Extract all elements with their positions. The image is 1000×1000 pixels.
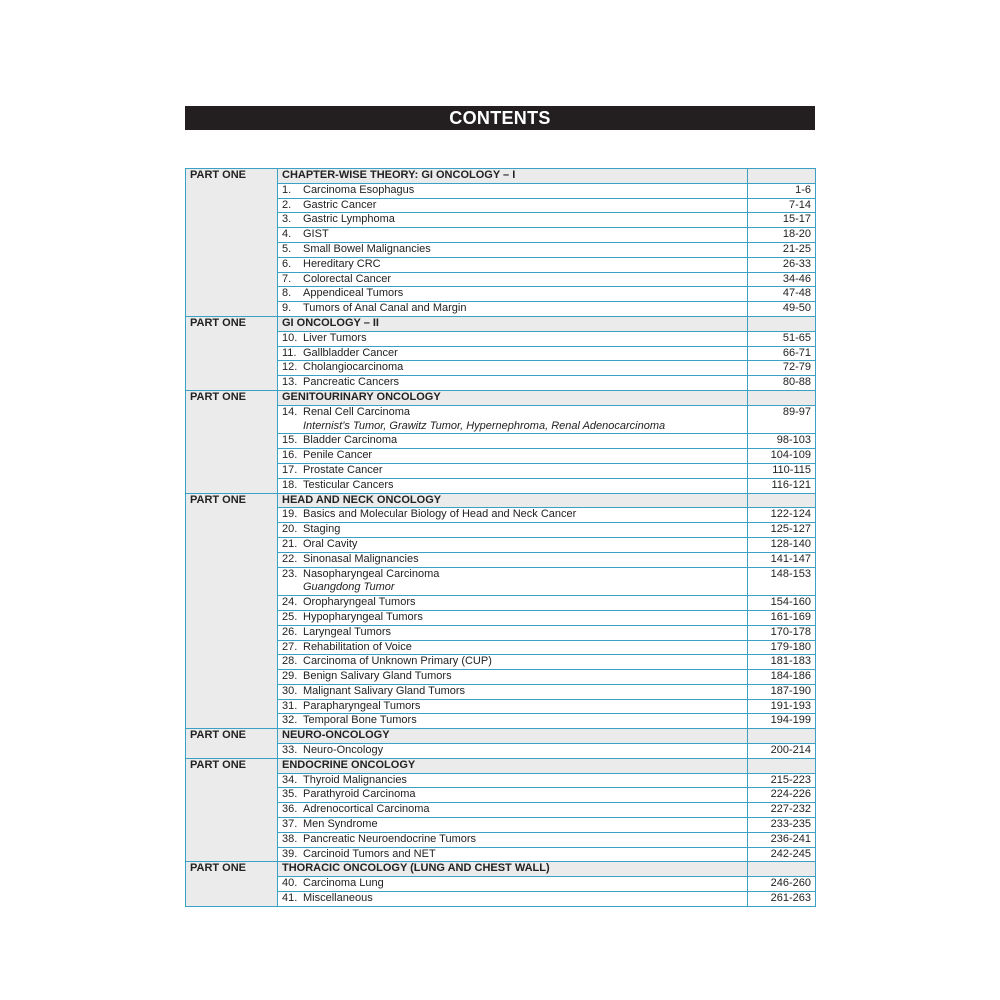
chapter-cell (278, 376, 748, 391)
chapter-row (186, 287, 816, 302)
chapter-pages: 179-180 (748, 640, 816, 655)
chapter-number: 24. (282, 596, 298, 609)
chapter-number: 6. (282, 257, 292, 270)
chapter-row (186, 213, 816, 228)
chapter-title: Oral Cavity (303, 537, 358, 550)
chapter-title: Neuro-Oncology (303, 744, 384, 757)
part-label: PART ONE (186, 862, 278, 906)
contents-table (185, 168, 816, 907)
section-title: HEAD AND NECK ONCOLOGY (278, 493, 748, 508)
chapter-number: 2. (282, 198, 292, 211)
chapter-title: Miscellaneous (303, 892, 373, 905)
part-section-row (186, 493, 816, 508)
chapter-pages: 236-241 (748, 832, 816, 847)
chapter-row (186, 640, 816, 655)
chapter-title: GIST (303, 228, 329, 241)
section-pages-blank (748, 390, 816, 405)
chapter-cell (278, 257, 748, 272)
chapter-cell (278, 610, 748, 625)
chapter-pages: 187-190 (748, 684, 816, 699)
chapter-row (186, 684, 816, 699)
chapter-number: 9. (282, 302, 292, 315)
part-label: PART ONE (186, 729, 278, 759)
chapter-title: Bladder Carcinoma (303, 434, 398, 447)
chapter-cell (278, 684, 748, 699)
chapter-row (186, 552, 816, 567)
chapter-title: Rehabilitation of Voice (303, 640, 412, 653)
chapter-pages: 242-245 (748, 847, 816, 862)
chapter-cell (278, 449, 748, 464)
section-title: CHAPTER-WISE THEORY: GI ONCOLOGY – I (278, 169, 748, 184)
chapter-pages: 128-140 (748, 537, 816, 552)
chapter-row (186, 183, 816, 198)
chapter-cell (278, 508, 748, 523)
chapter-pages: 141-147 (748, 552, 816, 567)
chapter-cell (278, 877, 748, 892)
chapter-title: Cholangiocarcinoma (303, 361, 404, 374)
chapter-pages: 80-88 (748, 376, 816, 391)
chapter-cell (278, 434, 748, 449)
chapter-row (186, 670, 816, 685)
chapter-row (186, 803, 816, 818)
chapter-number: 12. (282, 361, 298, 374)
chapter-pages: 154-160 (748, 596, 816, 611)
chapter-title: Prostate Cancer (303, 463, 383, 476)
chapter-pages: 116-121 (748, 478, 816, 493)
chapter-number: 10. (282, 331, 298, 344)
chapter-pages: 89-97 (748, 405, 816, 434)
chapter-row (186, 714, 816, 729)
chapter-row (186, 361, 816, 376)
chapter-cell (278, 198, 748, 213)
chapter-pages: 51-65 (748, 331, 816, 346)
chapter-number: 38. (282, 832, 298, 845)
chapter-pages: 191-193 (748, 699, 816, 714)
chapter-cell (278, 670, 748, 685)
chapter-row (186, 242, 816, 257)
chapter-row (186, 376, 816, 391)
chapter-number: 27. (282, 640, 298, 653)
chapter-row (186, 508, 816, 523)
chapter-cell (278, 537, 748, 552)
chapter-title: Penile Cancer (303, 449, 373, 462)
chapter-cell (278, 655, 748, 670)
chapter-row (186, 537, 816, 552)
chapter-number: 29. (282, 670, 298, 683)
chapter-pages: 66-71 (748, 346, 816, 361)
part-label: PART ONE (186, 316, 278, 390)
chapter-cell (278, 847, 748, 862)
chapter-number: 25. (282, 610, 298, 623)
chapter-row (186, 610, 816, 625)
chapter-pages: 1-6 (748, 183, 816, 198)
chapter-number: 39. (282, 847, 298, 860)
chapter-cell (278, 361, 748, 376)
part-label: PART ONE (186, 758, 278, 862)
section-title: ENDOCRINE ONCOLOGY (278, 758, 748, 773)
chapter-cell (278, 183, 748, 198)
chapter-cell (278, 892, 748, 907)
chapter-pages: 181-183 (748, 655, 816, 670)
chapter-number: 33. (282, 744, 298, 757)
chapter-title: Renal Cell Carcinoma (303, 405, 410, 418)
chapter-pages: 184-186 (748, 670, 816, 685)
chapter-number: 18. (282, 478, 298, 491)
chapter-number: 31. (282, 699, 298, 712)
chapter-title: Parathyroid Carcinoma (303, 788, 416, 801)
chapter-row (186, 331, 816, 346)
chapter-cell (278, 744, 748, 759)
section-pages-blank (748, 169, 816, 184)
section-pages-blank (748, 316, 816, 331)
chapter-number: 30. (282, 684, 298, 697)
chapter-row (186, 877, 816, 892)
chapter-number: 21. (282, 537, 298, 550)
chapter-row (186, 257, 816, 272)
chapter-number: 16. (282, 449, 298, 462)
chapter-row (186, 272, 816, 287)
chapter-title: Pancreatic Neuroendocrine Tumors (303, 832, 477, 845)
chapter-cell (278, 714, 748, 729)
chapter-pages: 246-260 (748, 877, 816, 892)
chapter-row (186, 744, 816, 759)
chapter-pages: 110-115 (748, 463, 816, 478)
section-pages-blank (748, 729, 816, 744)
chapter-number: 23. (282, 567, 298, 580)
chapter-title: Appendiceal Tumors (303, 287, 404, 300)
chapter-title: Tumors of Anal Canal and Margin (303, 302, 467, 315)
chapter-number: 20. (282, 523, 298, 536)
chapter-cell (278, 596, 748, 611)
chapter-row (186, 818, 816, 833)
chapter-cell (278, 302, 748, 317)
chapter-title: Hypopharyngeal Tumors (303, 610, 423, 623)
chapter-row (186, 228, 816, 243)
chapter-cell (278, 287, 748, 302)
chapter-title: Gastric Lymphoma (303, 213, 395, 226)
chapter-title: Staging (303, 523, 341, 536)
chapter-title: Malignant Salivary Gland Tumors (303, 684, 466, 697)
chapter-cell (278, 272, 748, 287)
chapter-row (186, 773, 816, 788)
part-section-row (186, 729, 816, 744)
chapter-cell (278, 625, 748, 640)
chapter-pages: 233-235 (748, 818, 816, 833)
chapter-number: 15. (282, 434, 298, 447)
chapter-number: 41. (282, 892, 298, 905)
chapter-row (186, 625, 816, 640)
chapter-number: 22. (282, 552, 298, 565)
chapter-cell (278, 242, 748, 257)
section-pages-blank (748, 758, 816, 773)
chapter-cell (278, 803, 748, 818)
chapter-number: 13. (282, 376, 298, 389)
chapter-title: Gallbladder Cancer (303, 346, 398, 359)
chapter-title: Temporal Bone Tumors (303, 714, 417, 727)
contents-table-body (186, 169, 816, 907)
chapter-pages: 72-79 (748, 361, 816, 376)
chapter-subtitle: Guangdong Tumor (303, 581, 395, 594)
chapter-title: Parapharyngeal Tumors (303, 699, 421, 712)
chapter-subtitle: Internist’s Tumor, Grawitz Tumor, Hypernephroma, Renal Adenocarcinoma (303, 419, 666, 432)
chapter-number: 14. (282, 405, 298, 418)
chapter-title: Hereditary CRC (303, 257, 381, 270)
chapter-number: 35. (282, 788, 298, 801)
chapter-cell (278, 699, 748, 714)
chapter-pages: 104-109 (748, 449, 816, 464)
section-title: GENITOURINARY ONCOLOGY (278, 390, 748, 405)
chapter-row (186, 463, 816, 478)
chapter-title: Basics and Molecular Biology of Head and Neck Cancer (303, 508, 577, 521)
chapter-number: 28. (282, 655, 298, 668)
chapter-title: Carcinoma Lung (303, 877, 384, 890)
chapter-row (186, 523, 816, 538)
part-section-row (186, 758, 816, 773)
chapter-pages: 122-124 (748, 508, 816, 523)
part-label: PART ONE (186, 169, 278, 317)
chapter-cell (278, 346, 748, 361)
chapter-pages: 7-14 (748, 198, 816, 213)
part-label: PART ONE (186, 390, 278, 493)
chapter-row (186, 847, 816, 862)
chapter-pages: 194-199 (748, 714, 816, 729)
section-title: THORACIC ONCOLOGY (LUNG AND CHEST WALL) (278, 862, 748, 877)
chapter-pages: 148-153 (748, 567, 816, 596)
chapter-pages: 227-232 (748, 803, 816, 818)
chapter-number: 19. (282, 508, 298, 521)
chapter-number: 1. (282, 183, 292, 196)
chapter-cell (278, 478, 748, 493)
chapter-title: Liver Tumors (303, 331, 367, 344)
chapter-pages: 26-33 (748, 257, 816, 272)
chapter-title: Men Syndrome (303, 818, 378, 831)
section-pages-blank (748, 493, 816, 508)
chapter-cell (278, 405, 748, 434)
chapter-pages: 47-48 (748, 287, 816, 302)
chapter-number: 40. (282, 877, 298, 890)
chapter-cell (278, 640, 748, 655)
chapter-title: Thyroid Malignancies (303, 773, 407, 786)
part-section-row (186, 316, 816, 331)
chapter-pages: 34-46 (748, 272, 816, 287)
chapter-title: Laryngeal Tumors (303, 625, 392, 638)
chapter-row (186, 892, 816, 907)
chapter-title: Carcinoma Esophagus (303, 183, 415, 196)
chapter-cell (278, 331, 748, 346)
chapter-number: 3. (282, 213, 292, 226)
chapter-title: Adrenocortical Carcinoma (303, 803, 430, 816)
chapter-pages: 125-127 (748, 523, 816, 538)
chapter-number: 4. (282, 228, 292, 241)
chapter-number: 32. (282, 714, 298, 727)
chapter-number: 37. (282, 818, 298, 831)
chapter-title: Small Bowel Malignancies (303, 242, 431, 255)
chapter-pages: 161-169 (748, 610, 816, 625)
chapter-title: Oropharyngeal Tumors (303, 596, 416, 609)
part-label: PART ONE (186, 493, 278, 729)
chapter-row (186, 405, 816, 434)
chapter-pages: 200-214 (748, 744, 816, 759)
chapter-number: 17. (282, 463, 298, 476)
chapter-row (186, 434, 816, 449)
section-title: GI ONCOLOGY – II (278, 316, 748, 331)
chapter-pages: 15-17 (748, 213, 816, 228)
chapter-pages: 98-103 (748, 434, 816, 449)
chapter-row (186, 198, 816, 213)
chapter-pages: 215-223 (748, 773, 816, 788)
chapter-title: Nasopharyngeal Carcinoma (303, 567, 440, 580)
part-section-row (186, 169, 816, 184)
chapter-row (186, 699, 816, 714)
chapter-cell (278, 788, 748, 803)
chapter-pages: 21-25 (748, 242, 816, 257)
chapter-number: 7. (282, 272, 292, 285)
chapter-title: Sinonasal Malignancies (303, 552, 419, 565)
chapter-row (186, 596, 816, 611)
section-title: NEURO-ONCOLOGY (278, 729, 748, 744)
chapter-title: Testicular Cancers (303, 478, 394, 491)
chapter-row (186, 346, 816, 361)
chapter-row (186, 567, 816, 596)
chapter-cell (278, 567, 748, 596)
chapter-cell (278, 213, 748, 228)
chapter-pages: 261-263 (748, 892, 816, 907)
chapter-row (186, 832, 816, 847)
chapter-title: Carcinoid Tumors and NET (303, 847, 436, 860)
chapter-number: 8. (282, 287, 292, 300)
part-section-row (186, 862, 816, 877)
chapter-title: Carcinoma of Unknown Primary (CUP) (303, 655, 492, 668)
chapter-cell (278, 832, 748, 847)
chapter-title: Pancreatic Cancers (303, 376, 399, 389)
chapter-row (186, 478, 816, 493)
chapter-number: 26. (282, 625, 298, 638)
chapter-title: Benign Salivary Gland Tumors (303, 670, 452, 683)
part-section-row (186, 390, 816, 405)
chapter-row (186, 449, 816, 464)
chapter-row (186, 788, 816, 803)
chapter-cell (278, 228, 748, 243)
contents-title: CONTENTS (185, 106, 815, 130)
chapter-cell (278, 463, 748, 478)
chapter-cell (278, 552, 748, 567)
chapter-number: 36. (282, 803, 298, 816)
chapter-number: 34. (282, 773, 298, 786)
chapter-cell (278, 773, 748, 788)
chapter-pages: 18-20 (748, 228, 816, 243)
chapter-title: Gastric Cancer (303, 198, 377, 211)
section-pages-blank (748, 862, 816, 877)
chapter-row (186, 655, 816, 670)
chapter-number: 5. (282, 242, 292, 255)
chapter-title: Colorectal Cancer (303, 272, 392, 285)
chapter-row (186, 302, 816, 317)
chapter-cell (278, 818, 748, 833)
chapter-pages: 49-50 (748, 302, 816, 317)
chapter-number: 11. (282, 346, 297, 359)
chapter-cell (278, 523, 748, 538)
chapter-pages: 224-226 (748, 788, 816, 803)
chapter-pages: 170-178 (748, 625, 816, 640)
